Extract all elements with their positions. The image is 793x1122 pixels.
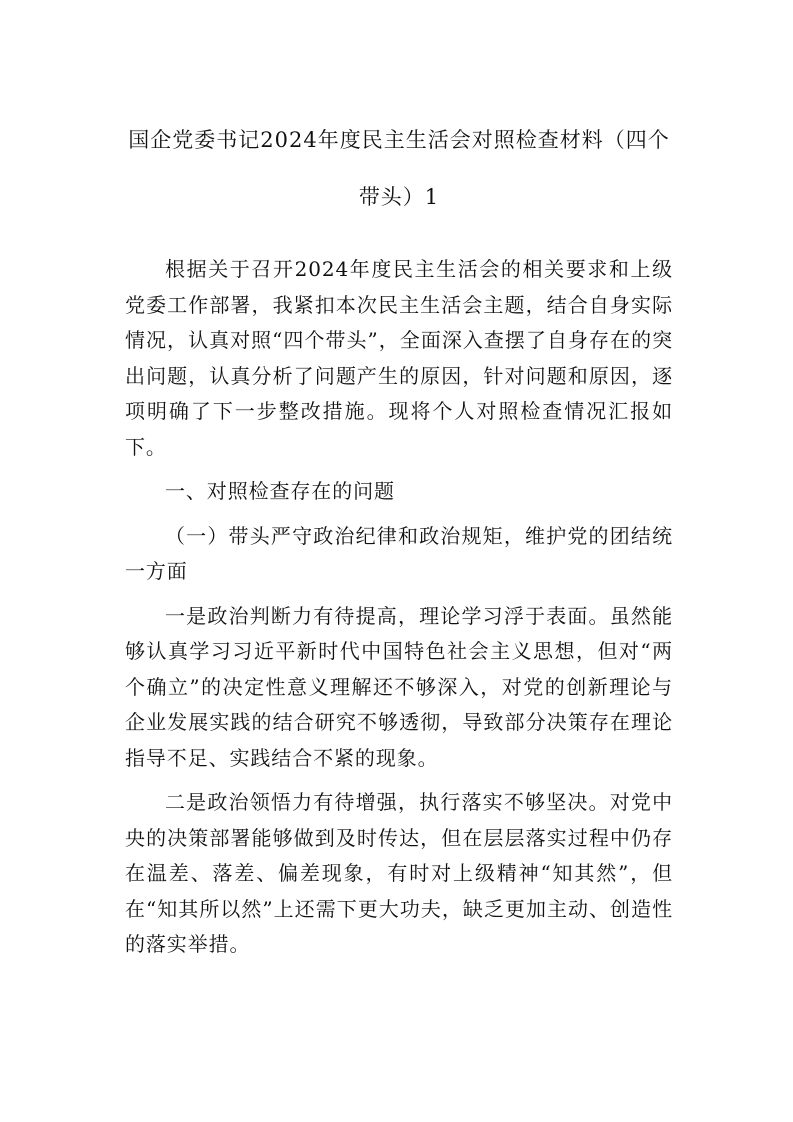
section-heading: 一、对照检查存在的问题: [165, 479, 395, 503]
paragraph-intro: 根据关于召开2024年度民主生活会的相关要求和上级党委工作部署，我紧扣本次民主生活会主题，结合自身实际情况，认真对照“四个带头”，全面深入查摆了自身存在的突出问题，认真分析了问题产生的原因，针对问题和原因，逐项明确了下一步整改措施。现将个人对照检查情况汇报如下。: [125, 257, 673, 459]
document-title: 国企党委书记2024年度民主生活会对照检查材料（四个带头）1: [128, 128, 670, 209]
paragraph-point-two: 二是政治领悟力有待增强，执行落实不够坚决。对党中央的决策部署能够做到及时传达，但在层层落实过程中仍存在温差、落差、偏差现象，有时对上级精神“知其然”，但在“知其所以然”上还需下更大功夫，缺乏更加主动、创造性的落实举措。: [125, 790, 673, 956]
paragraph-point-one: 一是政治判断力有待提高，理论学习浮于表面。虽然能够认真学习习近平新时代中国特色社会主义思想，但对“两个确立”的决定性意义理解还不够深入，对党的创新理论与企业发展实践的结合研究不够透彻，导致部分决策存在理论指导不足、实践结合不紧的现象。: [125, 603, 673, 770]
subsection-heading: （一）带头严守政治纪律和政治规矩，维护党的团结统一方面: [125, 523, 673, 583]
document-content: [125, 112, 673, 963]
document-body: [125, 252, 673, 963]
